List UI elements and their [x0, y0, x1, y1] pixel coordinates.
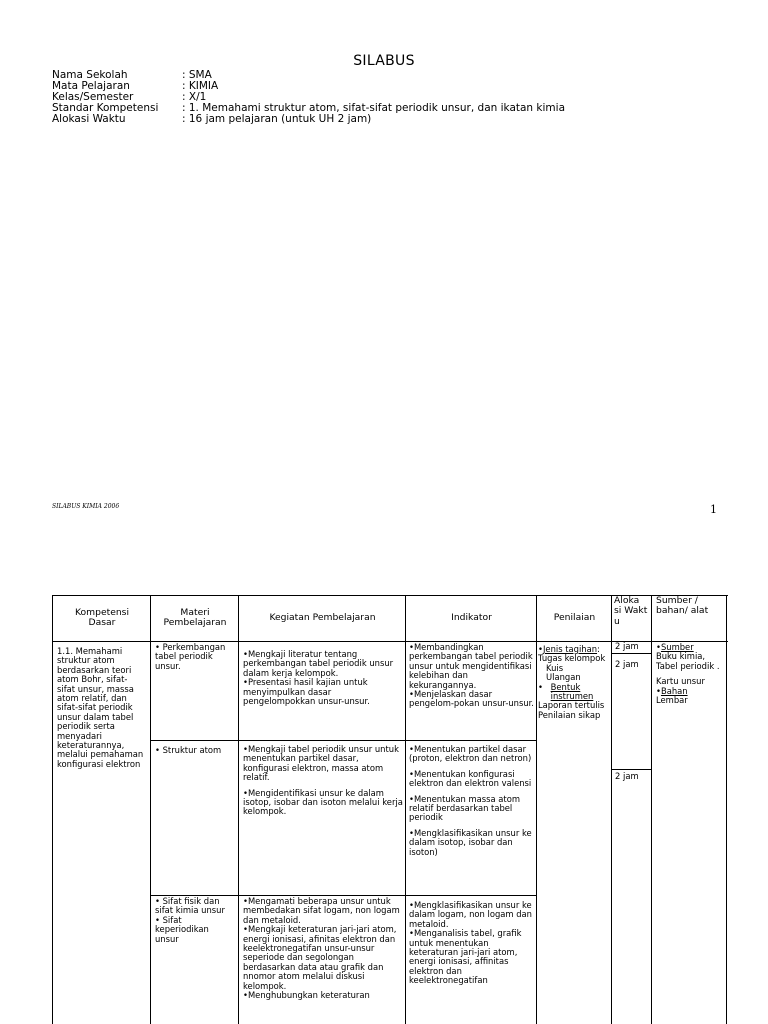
materi-item: • Sifat fisik dan sifat kimia unsur [155, 897, 225, 916]
indikator-row-1 [409, 643, 534, 740]
col-line-2 [238, 595, 239, 1024]
header-kompetensi: Kompetensi Dasar [74, 606, 130, 628]
sumber-lembar: Lembar [656, 695, 688, 706]
indikator-item: •Menentukan partikel dasar (proton, elektron dan netron) [409, 745, 532, 764]
indikator-row-2 [409, 745, 534, 893]
materi-item: • Sifat keperiodikan unsur [155, 914, 209, 944]
sumber-label: •Sumber [656, 643, 694, 652]
penilaian-tugas-text: Tugas kelompok [538, 653, 606, 664]
silabus-table [52, 595, 728, 1024]
meta-key: Standar Kompetensi [52, 102, 159, 114]
indikator-item: •Menentukan konfigurasi elektron dan elektron valensi [409, 768, 532, 789]
col-line-1 [150, 595, 151, 1024]
kegiatan-item: •Mengkaji tabel periodik unsur untuk menentukan partikel dasar, konfigurasi elektron, massa atom relatif. [243, 745, 399, 783]
kegiatan-item: •Mengidentifikasi unsur ke dalam isotop, isobar dan isoton melalui kerja kelompok. [243, 787, 403, 817]
indikator-item: •Menganalisis tabel, grafik untuk menentukan keteraturan jari-jari atom, energi ionisasi, affinitas elektron dan keelektronegatifan [409, 928, 522, 986]
penilaian-jenis: •Jenis tagihan: [538, 645, 600, 654]
indikator-item: •Mengklasifikasikan unsur ke dalam logam, non logam dan metaloid. [409, 901, 532, 929]
kegiatan-item: •Menghubungkan keteraturan [243, 990, 370, 1001]
penilaian-sikap: Penilaian sikap [538, 709, 601, 720]
meta-value: : SMA [182, 69, 212, 81]
indikator-item: •Menjelaskan dasar pengelom-pokan unsur-unsur. [409, 689, 534, 709]
col-line-7 [726, 595, 727, 1024]
alokasi-divider-2 [611, 769, 651, 770]
meta-key: Nama Sekolah [52, 69, 128, 81]
penilaian-cell [538, 645, 610, 785]
meta-value: : 16 jam pelajaran (untuk UH 2 jam) [182, 113, 372, 125]
kegiatan-item: •Mengkaji keteraturan jari-jari atom, energi ionisasi, afinitas elektron dan keelektronegatifan unsur-unsur seperiode dan segolongan berdasarkan data atau grafik dan nnomor atom melalui diskusi kelompok. [243, 924, 397, 991]
penilaian-bentuk: • Bentuk instrumen [538, 683, 610, 702]
sumber-bahan: •Bahan [656, 685, 688, 696]
indikator-item: •Menentukan massa atom relatif berdasarkan tabel periodik [409, 793, 520, 823]
meta-value: : KIMIA [182, 80, 219, 92]
header-kegiatan: Kegiatan Pembelajaran [269, 611, 376, 623]
penilaian-jenis-label: Jenis tagihan [542, 645, 598, 654]
penilaian-bentuk-label: Bentuk instrumen [550, 681, 594, 702]
sumber-label-text: Sumber [660, 643, 694, 652]
alokasi-divider-1 [611, 653, 651, 654]
row-divider-1 [150, 740, 536, 741]
footer-label: SILABUS KIMIA 2006 [52, 503, 120, 510]
header-sumber: Sumber / bahan/ alat [656, 596, 709, 617]
page-number: 1 [710, 503, 717, 516]
col-line-3 [405, 595, 406, 1024]
kompetensi-dasar-text: 1.1. Memahami struktur atom berdasarkan teori atom Bohr, sifat-sifat unsur, massa atom relatif, dan sifat-sifat periodik unsur dalam tabel periodik serta menyadari keteraturannya, melalui pemahaman konfigurasi elektron [57, 647, 144, 769]
sumber-bahan-text: Bahan [660, 685, 688, 696]
kegiatan-item: •Mengkaji literatur tentang perkembangan tabel periodik unsur dalam kerja kelompok. [243, 650, 394, 678]
alokasi-3: 2 jam [615, 772, 639, 781]
page-title: SILABUS [353, 53, 415, 69]
penilaian-kuis: Kuis [546, 662, 564, 673]
header-indikator: Indikator [451, 611, 492, 623]
kegiatan-row-3 [243, 897, 403, 1024]
meta-key: Kelas/Semester [52, 91, 134, 103]
header-alokasi: Aloka si Wakt u [614, 596, 648, 627]
document-meta [52, 70, 565, 125]
col-line-0 [52, 595, 53, 1024]
meta-key: Alokasi Waktu [52, 113, 126, 125]
sumber-cell [656, 643, 724, 773]
kegiatan-row-1 [243, 650, 403, 740]
materi-row-2: • Struktur atom [155, 746, 222, 755]
sumber-buku: Buku kimia, Tabel periodik . [656, 651, 720, 671]
header-materi: Materi Pembelajaran [163, 606, 227, 628]
penilaian-ulangan: Ulangan [546, 672, 581, 683]
materi-row-1: • Perkembangan tabel periodik unsur. [155, 643, 226, 671]
indikator-item: •Mengklasifikasikan unsur ke dalam isotop, isobar dan isoton) [409, 827, 532, 857]
kegiatan-item: •Mengamati beberapa unsur untuk membedakan sifat logam, non logam dan metaloid. [243, 897, 400, 925]
kegiatan-item: •Presentasi hasil kajian untuk menyimpulkan dasar pengelompokkan unsur-unsur. [243, 677, 370, 707]
indikator-item: •Membandingkan perkembangan tabel periodik unsur untuk mengidentifikasi kelebihan dan kekurangannya. [409, 643, 533, 690]
alokasi-2: 2 jam [615, 660, 639, 669]
meta-value: : X/1 [182, 91, 207, 103]
indikator-row-3 [409, 901, 534, 1024]
col-line-6 [651, 595, 652, 1024]
sumber-kartu: Kartu unsur [656, 676, 705, 687]
materi-row-3 [155, 897, 235, 977]
kegiatan-row-2 [243, 745, 403, 893]
meta-value: : 1. Memahami struktur atom, sifat-sifat periodik unsur, dan ikatan kimia [182, 102, 565, 114]
meta-key: Mata Pelajaran [52, 80, 130, 92]
col-line-5 [611, 595, 612, 1024]
alokasi-1: 2 jam [615, 642, 639, 651]
meta-row-alokasi [52, 114, 565, 125]
penilaian-laporan: Laporan tertulis [538, 700, 605, 711]
penilaian-jenis-colon: : [597, 645, 600, 654]
header-penilaian: Penilaian [553, 611, 596, 623]
